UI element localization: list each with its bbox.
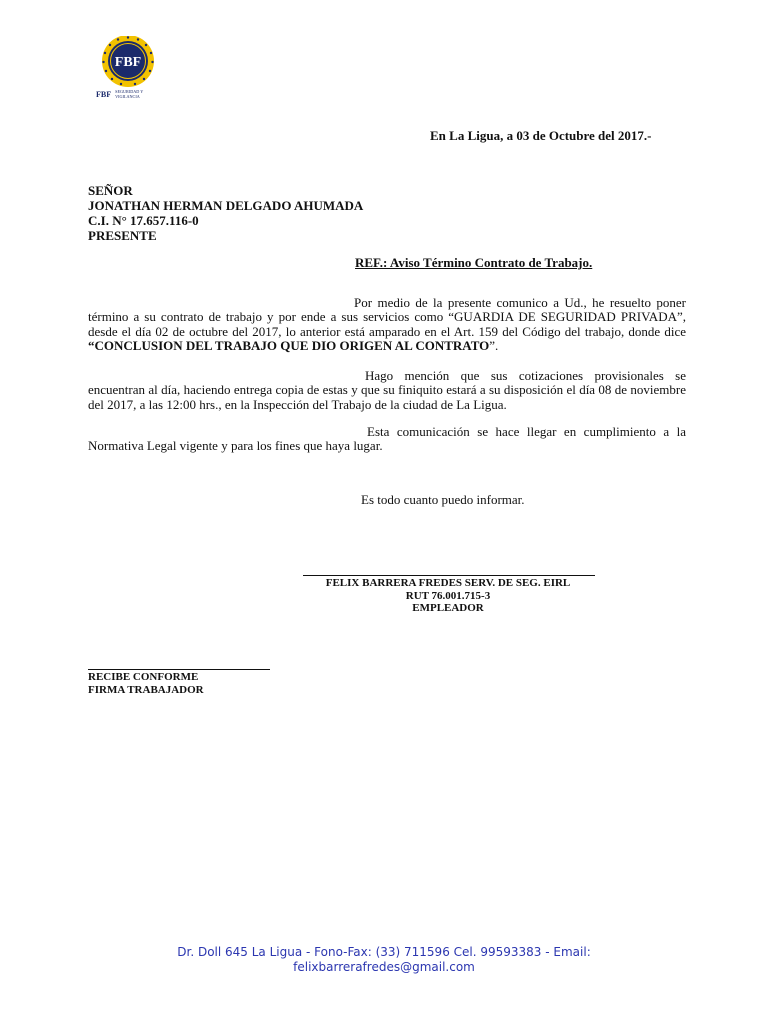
salutation: SEÑOR — [88, 183, 133, 198]
paragraph-termination — [88, 296, 686, 353]
logo-caption-text: FBF — [96, 90, 112, 99]
logo-tagline — [115, 90, 143, 99]
paragraph-termination-text: Por medio de la presente comunico a Ud., he resuelto poner término a su contrato de trabajo y por ende a sus servicios como “GUARDIA DE SEGURIDAD PRIVADA”, desde el día 02 de octubre del 2017, lo anterior está amparado en el Art. 159 del Código del trabajo, donde dice — [88, 295, 686, 339]
recipient-name: JONATHAN HERMAN DELGADO AHUMADA — [88, 198, 364, 213]
paragraph-termination-bold: “CONCLUSION DEL TRABAJO QUE DIO ORIGEN AL CONTRATO — [88, 337, 490, 353]
footer-address: Dr. Doll 645 La Ligua - Fono-Fax: (33) 711596 Cel. 99593383 - Email: — [177, 945, 591, 959]
employer-signature-line — [303, 575, 595, 576]
logo-tagline-1: SEGURIDAD Y — [115, 89, 144, 94]
worker-signature-block — [88, 671, 204, 696]
recipient-address — [88, 183, 363, 243]
paragraph-compliance — [88, 425, 686, 454]
paragraph-contributions-text: Hago mención que sus cotizaciones provisionales se encuentran al día, haciendo entrega copia de estas y que su finiquito estará a su disposición el día 08 de noviembre del 2017, a las 12:00 hrs., en la Inspección del Trabajo de la ciudad de La Ligua. — [88, 368, 686, 412]
logo-tagline-2: VIGILANCIA — [115, 93, 140, 99]
footer-email: felixbarrerafredes@gmail.com — [293, 960, 475, 974]
recipient-id: C.I. N° 17.657.116-0 — [88, 213, 199, 228]
date-line: En La Ligua, a 03 de Octubre del 2017.- — [430, 128, 652, 143]
employer-name: FELIX BARRERA FREDES SERV. DE SEG. EIRL — [325, 577, 571, 589]
worker-signature-line — [88, 669, 270, 670]
company-logo — [90, 36, 172, 102]
receipt-label: RECIBE CONFORME — [88, 671, 199, 683]
logo-emblem-icon — [90, 36, 172, 90]
employer-rut: RUT 76.001.715-3 — [405, 589, 491, 602]
paragraph-compliance-text: Esta comunicación se hace llegar en cumplimiento a la Normativa Legal vigente y para los fines que haya lugar. — [88, 424, 686, 454]
reference-line: REF.: Aviso Término Contrato de Trabajo. — [355, 255, 593, 270]
footer-contact — [0, 945, 768, 975]
employer-signature-block — [300, 577, 596, 615]
worker-signature-label: FIRMA TRABAJADOR — [88, 683, 204, 696]
employer-role: EMPLEADOR — [412, 602, 484, 614]
presente-label: PRESENTE — [88, 228, 157, 243]
logo-caption — [96, 90, 143, 99]
paragraph-contributions — [88, 369, 686, 412]
logo-emblem-text: FBF — [114, 55, 142, 70]
closing-line: Es todo cuanto puedo informar. — [361, 492, 525, 507]
paragraph-termination-end: ”. — [489, 337, 499, 353]
